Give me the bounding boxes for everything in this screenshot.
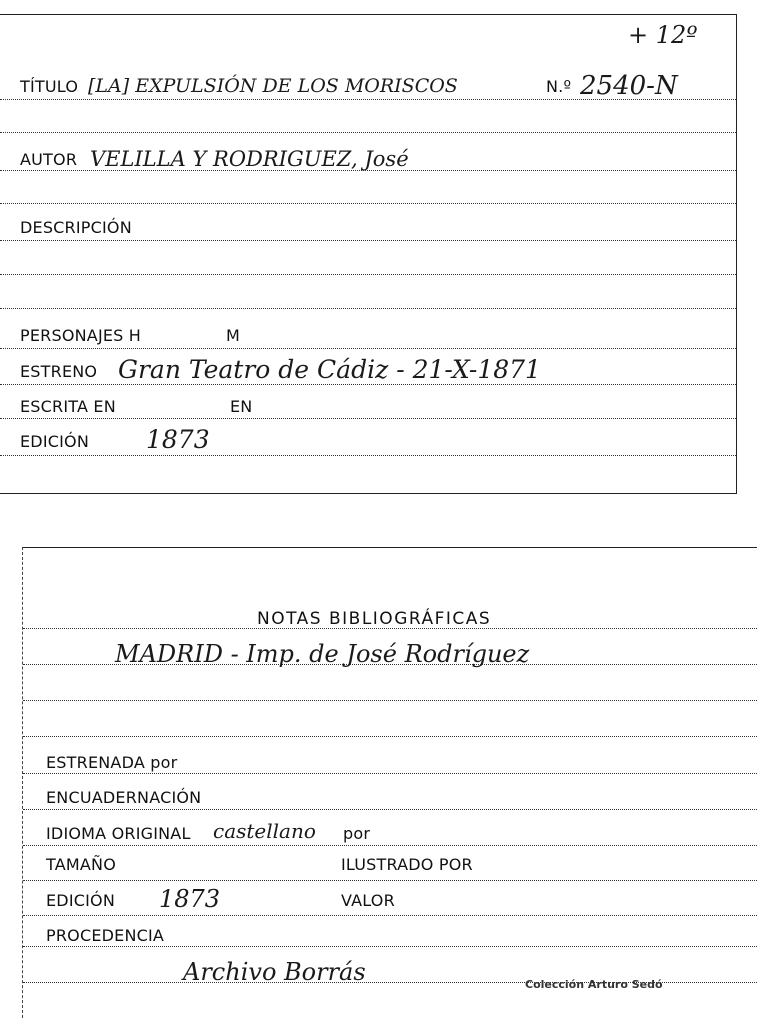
rule-tamano: [23, 880, 757, 881]
valor-label: VALOR: [341, 891, 395, 910]
rule-desc-1: [0, 240, 736, 241]
ilustrado-label: ILUSTRADO POR: [341, 855, 473, 874]
titulo-label: TÍTULO: [20, 77, 79, 96]
estrenada-label: ESTRENADA por: [46, 753, 178, 772]
rule-idioma: [23, 845, 757, 846]
rule-titulo-2: [0, 132, 736, 133]
catalog-card-back: [22, 547, 757, 1018]
rule-autor-2: [0, 203, 736, 204]
estreno-value: Gran Teatro de Cádiz - 21-X-1871: [118, 355, 541, 384]
personajes-m-label: M: [226, 326, 241, 345]
rule-encuadernacion: [23, 809, 757, 810]
rule-estrenada: [23, 773, 757, 774]
rule-edicion: [0, 455, 736, 456]
autor-label: AUTOR: [20, 150, 78, 169]
rule-desc-2: [0, 274, 736, 275]
rule-notas-2: [23, 664, 757, 665]
rule-procedencia: [23, 946, 757, 947]
titulo-value: [LA] EXPULSIÓN DE LOS MORISCOS: [88, 75, 458, 97]
rule-notas-3: [23, 700, 757, 701]
idioma-value: castellano: [213, 819, 316, 843]
escrita-label: ESCRITA EN: [20, 397, 116, 416]
notas-value: MADRID - Imp. de José Rodríguez: [115, 640, 530, 668]
idioma-por-label: por: [343, 824, 371, 843]
estreno-label: ESTRENO: [20, 362, 98, 381]
rule-autor: [0, 170, 736, 171]
personajes-label: PERSONAJES H: [20, 326, 142, 345]
escrita-en-label: EN: [230, 397, 253, 416]
rule-notas: [23, 628, 757, 629]
collection-stamp: Colección Arturo Sedó: [525, 978, 663, 991]
procedencia-value: Archivo Borrás: [183, 958, 366, 986]
edicion-label: EDICIÓN: [20, 432, 90, 451]
rule-titulo: [0, 99, 736, 100]
autor-value: VELILLA Y RODRIGUEZ, José: [90, 147, 409, 171]
rule-desc-3: [0, 308, 736, 309]
idioma-label: IDIOMA ORIGINAL: [46, 824, 191, 843]
tamano-label: TAMAÑO: [46, 855, 116, 874]
corner-note: + 12º: [628, 21, 698, 49]
encuadernacion-label: ENCUADERNACIÓN: [46, 788, 202, 807]
rule-edicion2: [23, 915, 757, 916]
edicion2-label: EDICIÓN: [46, 891, 116, 910]
rule-notas-4: [23, 736, 757, 737]
rule-personajes: [0, 348, 736, 349]
rule-estreno: [0, 384, 736, 385]
procedencia-label: PROCEDENCIA: [46, 926, 165, 945]
edicion2-value: 1873: [159, 885, 221, 913]
catalog-card-front: [0, 14, 737, 494]
numero-value: 2540-N: [580, 71, 678, 101]
edicion-value: 1873: [146, 425, 210, 454]
numero-label: N.º: [546, 77, 572, 96]
rule-escrita: [0, 418, 736, 419]
descripcion-label: DESCRIPCIÓN: [20, 218, 132, 237]
notas-heading: NOTAS BIBLIOGRÁFICAS: [257, 609, 492, 629]
